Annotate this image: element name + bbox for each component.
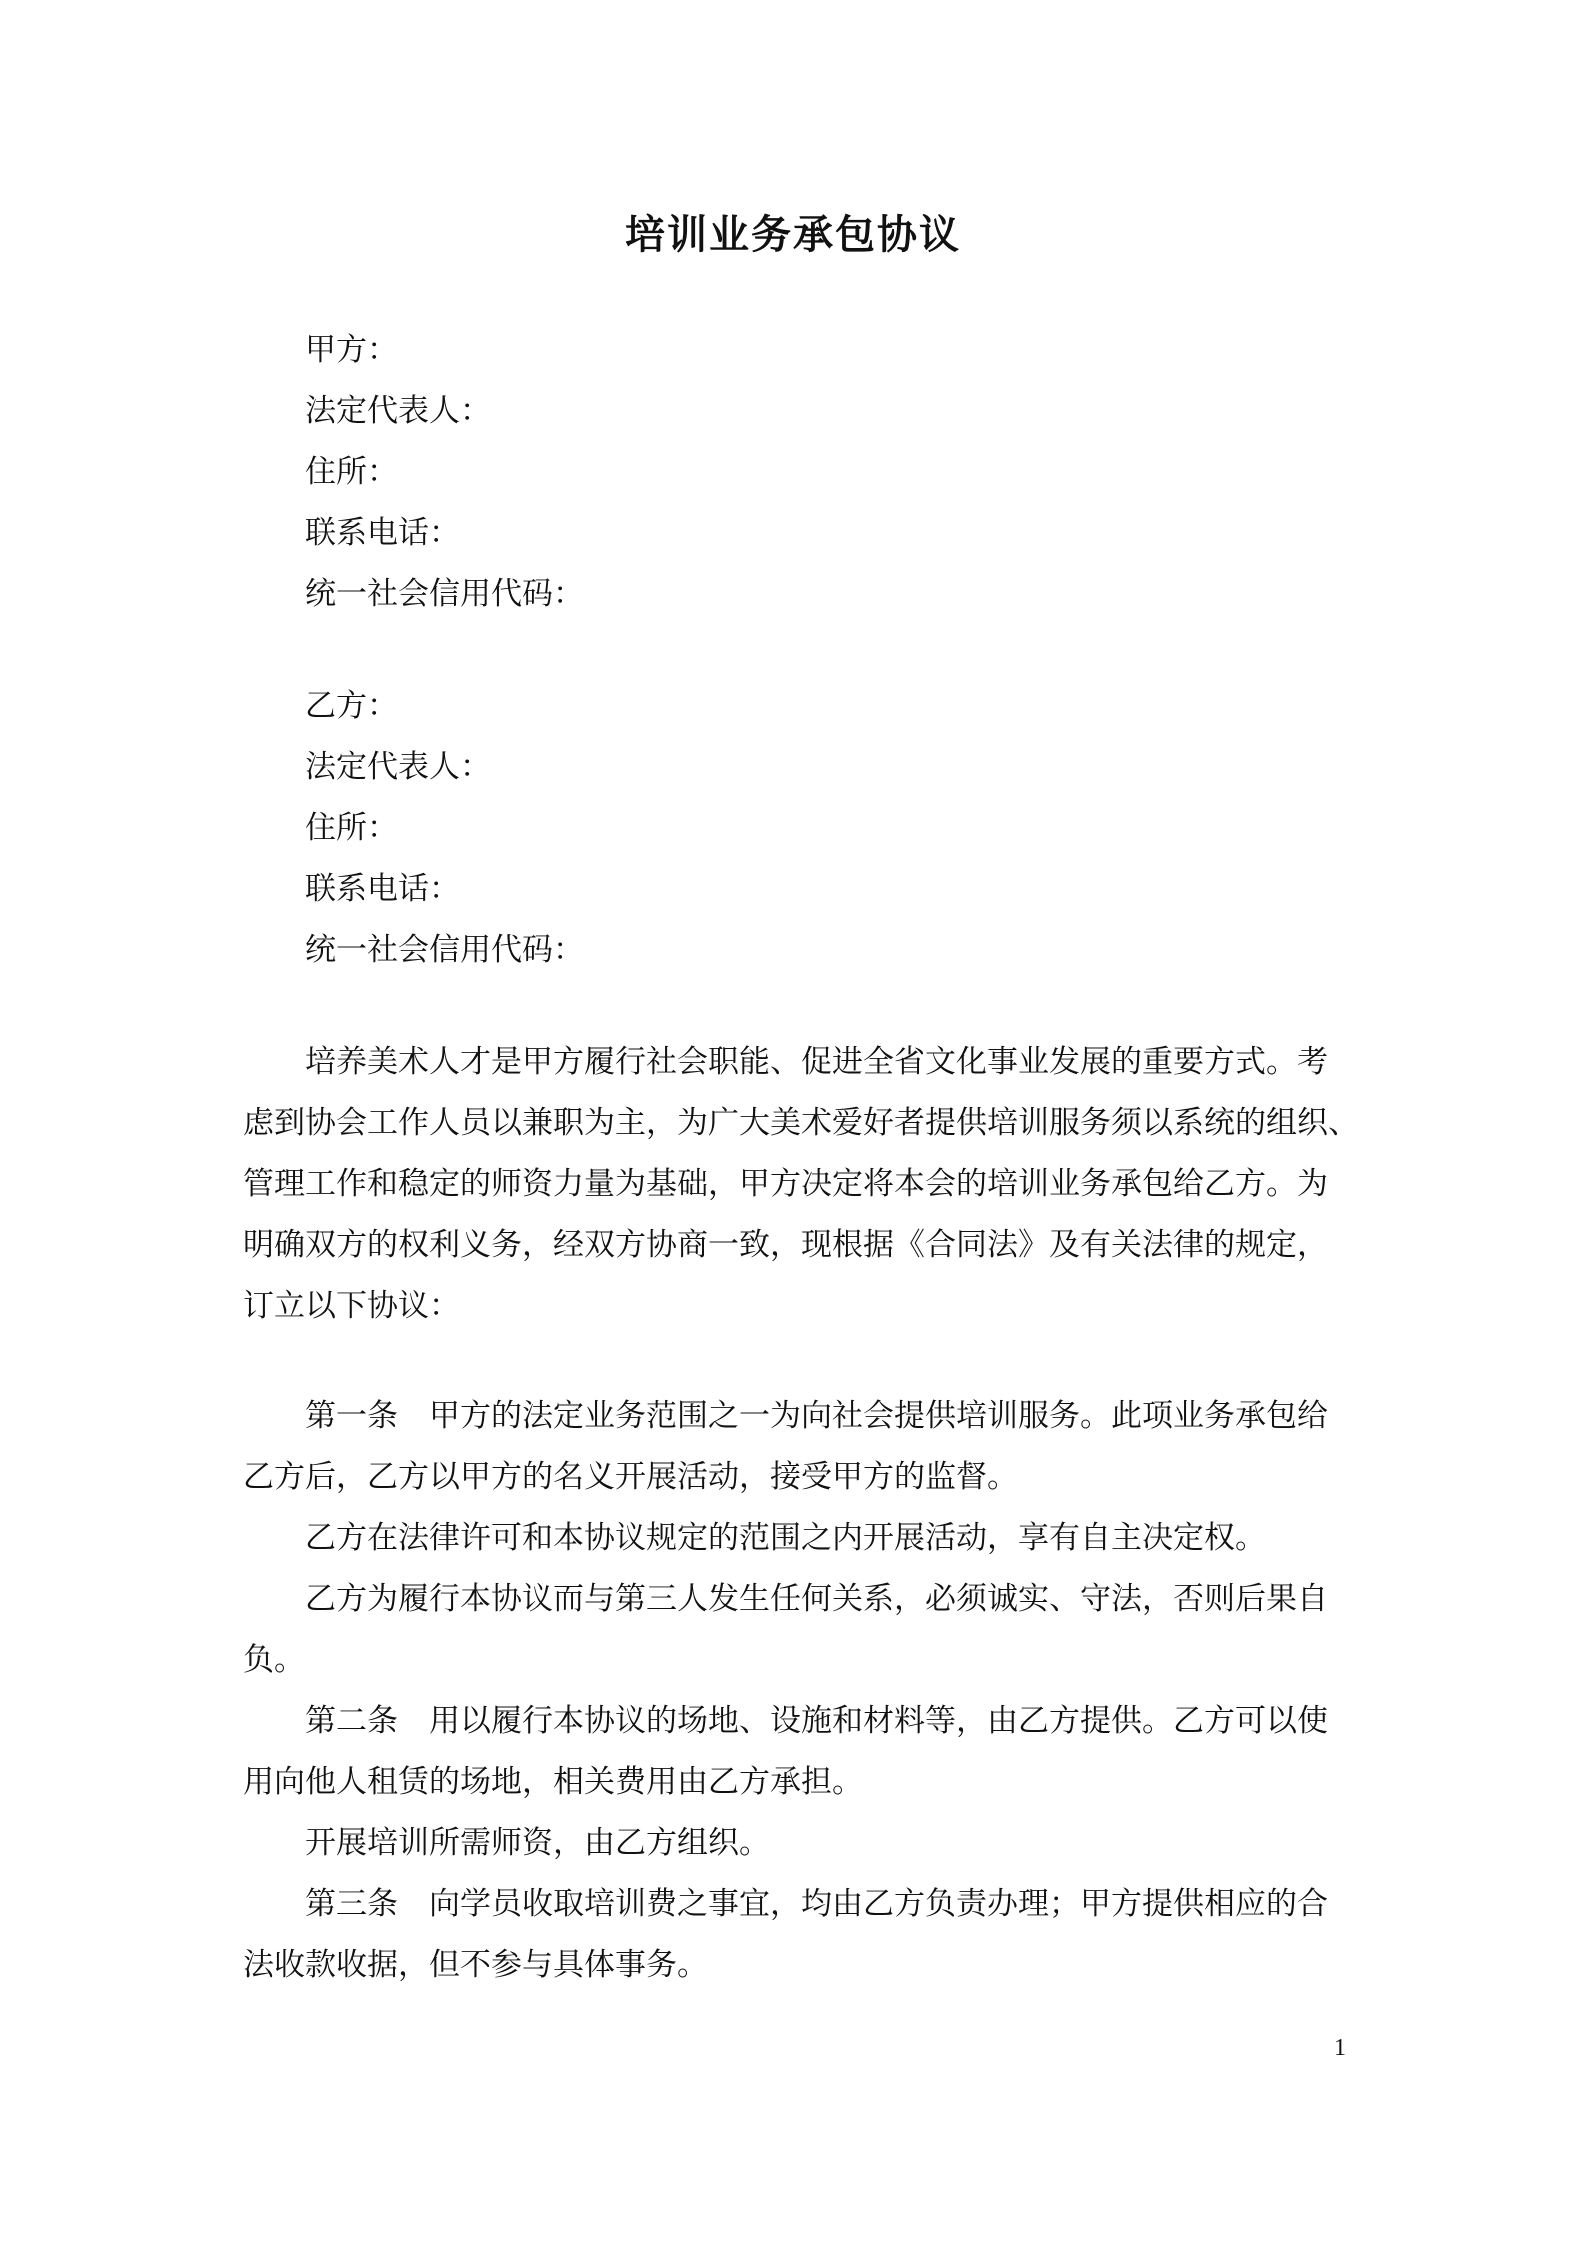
clause-line: 第三条 向学员收取培训费之事宜，均由乙方负责办理；甲方提供相应的合	[305, 1886, 1328, 1922]
clause-line: 第一条 甲方的法定业务范围之一为向社会提供培训服务。此项业务承包给	[305, 1398, 1328, 1434]
page-number: 1	[1334, 2035, 1346, 2061]
party-b-credit-code-label: 统一社会信用代码：	[305, 932, 584, 968]
preamble-line: 虑到协会工作人员以兼职为主，为广大美术爱好者提供培训服务须以系统的组织、	[243, 1105, 1359, 1141]
clause-line: 用向他人租赁的场地，相关费用由乙方承担。	[243, 1764, 863, 1800]
clause-line: 负。	[243, 1642, 305, 1678]
preamble-line: 订立以下协议：	[243, 1288, 460, 1324]
party-a-credit-code-label: 统一社会信用代码：	[305, 576, 584, 612]
clause-line: 第二条 用以履行本协议的场地、设施和材料等，由乙方提供。乙方可以使	[305, 1703, 1328, 1739]
clause-line: 开展培训所需师资，由乙方组织。	[305, 1825, 770, 1861]
party-b-phone-label: 联系电话：	[305, 871, 460, 907]
party-a-rep-label: 法定代表人：	[305, 393, 491, 429]
party-b-name-label: 乙方：	[305, 688, 398, 724]
party-b-address-label: 住所：	[305, 810, 398, 846]
clause-line: 乙方为履行本协议而与第三人发生任何关系，必须诚实、守法，否则后果自	[305, 1581, 1328, 1617]
clause-line: 法收款收据，但不参与具体事务。	[243, 1947, 708, 1983]
party-a-phone-label: 联系电话：	[305, 515, 460, 551]
document-title: 培训业务承包协议	[625, 211, 961, 258]
clause-line: 乙方在法律许可和本协议规定的范围之内开展活动，享有自主决定权。	[305, 1520, 1266, 1556]
party-a-name-label: 甲方：	[305, 332, 398, 368]
preamble-line: 管理工作和稳定的师资力量为基础，甲方决定将本会的培训业务承包给乙方。为	[243, 1166, 1328, 1202]
party-b-rep-label: 法定代表人：	[305, 749, 491, 785]
preamble-line: 培养美术人才是甲方履行社会职能、促进全省文化事业发展的重要方式。考	[305, 1044, 1328, 1080]
party-a-address-label: 住所：	[305, 454, 398, 490]
preamble-line: 明确双方的权利义务，经双方协商一致，现根据《合同法》及有关法律的规定，	[243, 1227, 1328, 1263]
clause-line: 乙方后，乙方以甲方的名义开展活动，接受甲方的监督。	[243, 1459, 1018, 1495]
